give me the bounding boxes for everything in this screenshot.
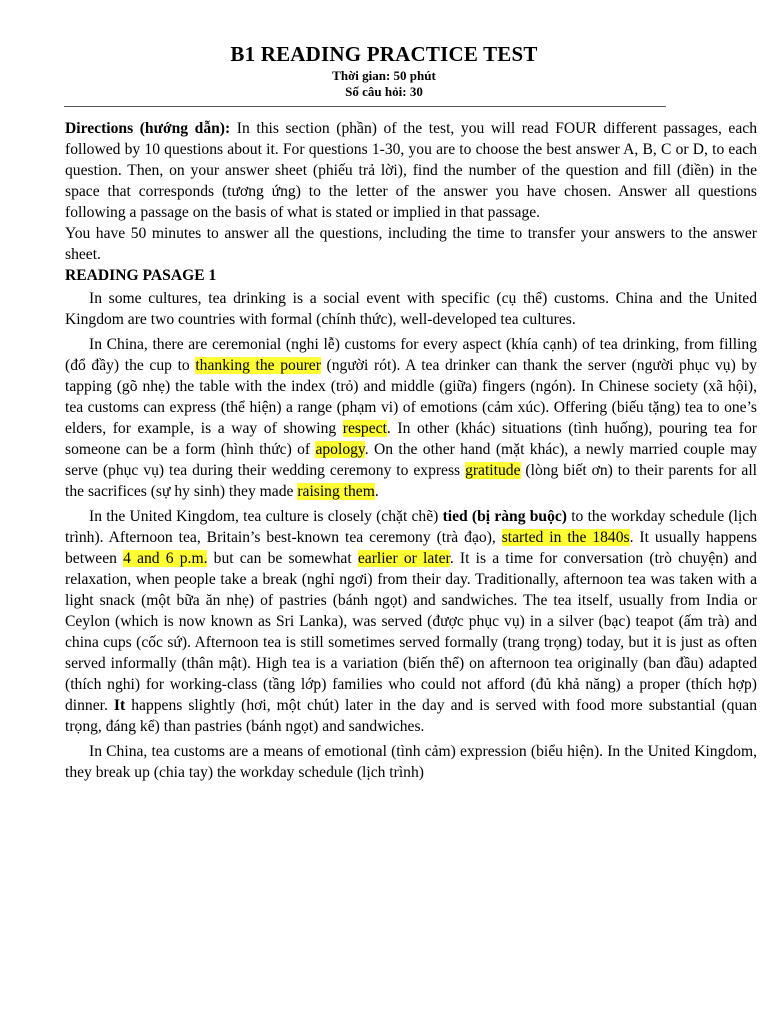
text-run: to the workday schedule (lịch trình). Afternoon tea, Britain’s best-known tea ceremony (trà đạo), (65, 508, 757, 546)
directions-text: In this section (phần) of the test, you will read FOUR different passages, each followed by 10 questions about it. For questions 1-30, you are to choose the best answer A, B, C or D, to each question. Then, on your answer sheet (phiếu trả lời), find the number of the question and fill (điền) in the space that corresponds (tương ứng) to the letter of the answer you have chosen. Answer all questions following a passage on the basis of what is stated or implied in that passage. (65, 120, 757, 221)
text-run: happens slightly (hơi, một chút) later in the day and is served with food more substantial (quan trọng, đáng kể) than pastries (bánh ngọt) and sandwiches. (65, 697, 757, 735)
highlighted-phrase: raising them (297, 483, 375, 500)
directions-paragraph (65, 118, 757, 223)
bold-phrase: tied (bị ràng buộc) (442, 508, 567, 525)
highlighted-phrase: respect (342, 420, 387, 437)
directions-label: Directions (hướng dẫn): (65, 120, 231, 137)
question-count: Số câu hỏi: 30 (345, 84, 423, 99)
text-run: . (374, 483, 379, 500)
text-run: In the United Kingdom, tea culture is closely (chặt chẽ) (89, 508, 443, 525)
bold-phrase: It (113, 697, 126, 714)
highlighted-phrase: thanking the pourer (195, 357, 321, 374)
highlighted-phrase: started in the 1840s (501, 529, 630, 546)
text-run: . On the other hand (mặt khác), a newly married couple may serve (phục vụ) tea during their wedding ceremony to express (65, 441, 757, 479)
text-run: (lòng biết ơn) to their parents for all the sacrifices (sự hy sinh) they made (65, 462, 757, 500)
text-run: In China, there are ceremonial (nghi lễ) customs for every aspect (khía cạnh) of tea drinking, from filling (đổ đầy) the cup to (65, 336, 757, 374)
highlighted-phrase: earlier or later (357, 550, 450, 567)
passage-paragraph-4: In China, tea customs are a means of emotional (tình cảm) expression (biểu hiện). In the United Kingdom, they break up (chia tay) the workday schedule (lịch trình) (65, 743, 757, 781)
text-run: (người rót). A tea drinker can thank the server (người phục vụ) by tapping (gõ nhẹ) the table with the index (trỏ) and middle (giữa) fingers (ngón). In Chinese society (xã hội), tea customs can express (thể hiện) a range (phạm vi) of emotions (cảm xúc). Offering (biếu tặng) tea to one’s elders, for example, is a way of showing (65, 357, 757, 437)
passage-heading: READING PASAGE 1 (65, 267, 217, 284)
highlighted-phrase: 4 and 6 p.m. (123, 550, 208, 567)
text-run: but can be somewhat (207, 550, 358, 567)
text-run: . It usually happens between (65, 529, 757, 567)
text-run: . It is a time for conversation (trò chuyện) and relaxation, when people take a break (nghỉ ngơi) from their day. Traditionally, afternoon tea was taken with a light snack (một bữa ăn nhẹ) of pastries (bánh ngọt) and sandwiches. The tea itself, usually from India or Ceylon (which is now known as Sri Lanka), was served (được phục vụ) in a silver (bạc) teapot (ấm trà) and china cups (cốc sứ). Afternoon tea is still sometimes served formally (trang trọng) today, but it is just as often served informally (thân mật). High tea is a variation (biến thể) on afternoon tea originally (ban đầu) adapted (thích nghi) for working-class (tầng lớp) families who could not afford (đủ khả năng) a proper (thích hợp) dinner. (65, 550, 757, 714)
text-run: . In other (khác) situations (tình huống), pouring tea for someone can be a form (hình thức) of (65, 420, 757, 458)
highlighted-phrase: apology (315, 441, 365, 458)
highlighted-phrase: gratitude (465, 462, 521, 479)
passage-paragraph-1: In some cultures, tea drinking is a social event with specific (cụ thể) customs. China and the United Kingdom are two countries with formal (chính thức), well-developed tea cultures. (65, 290, 757, 328)
page-title: B1 READING PRACTICE TEST (230, 42, 538, 66)
passage-paragraph-2 (65, 334, 757, 502)
passage-paragraph-3 (65, 506, 757, 737)
document-body (65, 118, 757, 783)
header-divider (64, 106, 666, 107)
time-note: You have 50 minutes to answer all the questions, including the time to transfer your answers to the answer sheet. (65, 225, 757, 263)
test-time: Thời gian: 50 phút (332, 68, 436, 83)
